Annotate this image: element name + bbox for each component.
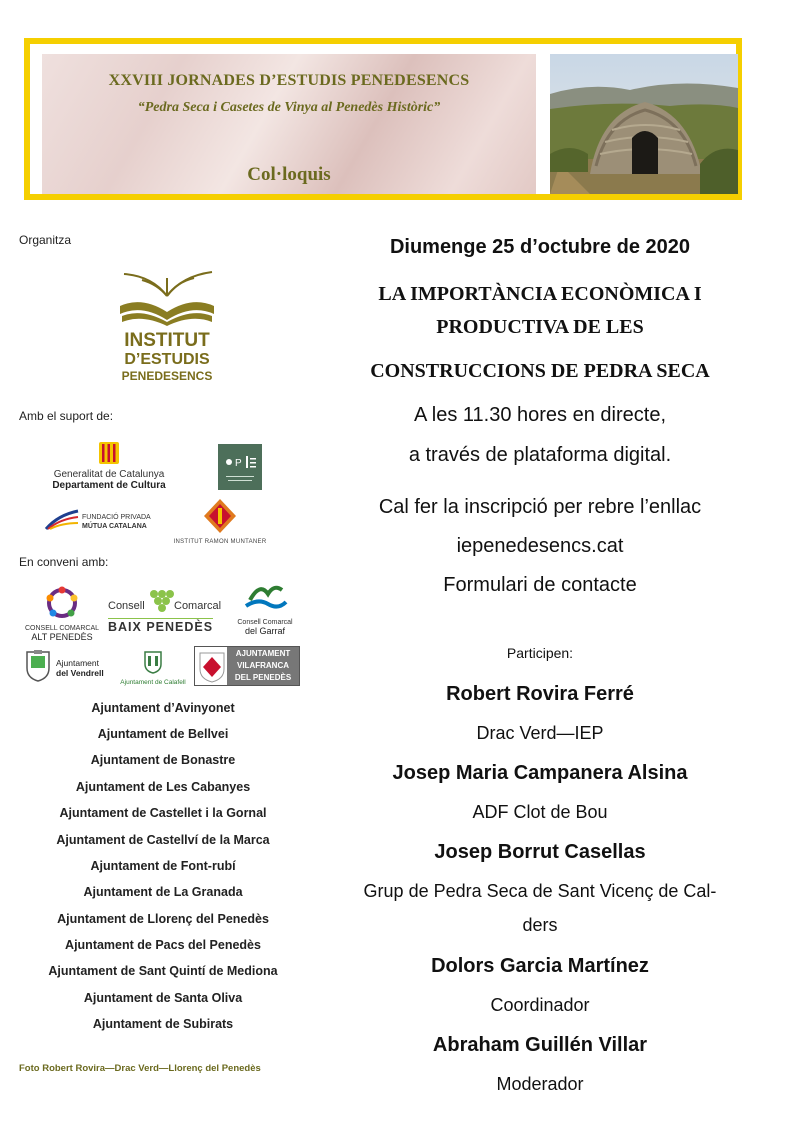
- participant-name: Robert Rovira Ferré: [446, 683, 634, 705]
- vilafranca-line1: AJUNTAMENT: [235, 649, 291, 658]
- inscription-info: Cal fer la inscripció per rebre l’enllac: [378, 496, 702, 518]
- participant-name: Dolors Garcia Martínez: [431, 955, 649, 977]
- list-item-ajuntament: Ajuntament de Santa Oliva: [83, 991, 243, 1005]
- calafell-name: Ajuntament de Calafell: [120, 679, 186, 686]
- list-item-ajuntament: Ajuntament de Llorenç del Penedès: [57, 912, 269, 926]
- vilafranca-line2: VILAFRANCA: [237, 661, 289, 670]
- list-item-ajuntament: Ajuntament de Pacs del Penedès: [65, 938, 261, 952]
- mutua-catalana-logo: [44, 507, 154, 537]
- vendrell-logo: [24, 646, 108, 686]
- senyera-icon: [97, 442, 121, 464]
- vendrell-line2: del Vendrell: [56, 668, 104, 678]
- suport-label: Amb el suport de:: [19, 409, 114, 423]
- garraf-line1: Consell Comarcal: [237, 619, 293, 626]
- alt-penedes-ring-icon: [45, 586, 79, 620]
- contact-form-link[interactable]: Formulari de contacte: [443, 574, 637, 596]
- calafell-logo: [116, 650, 190, 686]
- vilafranca-logo: [194, 646, 300, 686]
- generalitat-name: Generalitat de Catalunya: [53, 469, 165, 480]
- vendrell-line1: Ajuntament: [56, 658, 99, 668]
- list-item-ajuntament: Ajuntament de Les Cabanyes: [75, 780, 251, 794]
- garraf-logo: [234, 580, 296, 636]
- talk-title-line2: PRODUCTIVA DE LES: [436, 316, 644, 338]
- time-info-line1: A les 11.30 hores en directe,: [413, 404, 666, 426]
- event-date: Diumenge 25 d’octubre de 2020: [389, 236, 691, 258]
- event-title: XXVIII JORNADES D’ESTUDIS PENEDESENCS: [108, 72, 470, 89]
- generalitat-dept: Departament de Cultura: [52, 480, 166, 491]
- garraf-line2: del Garraf: [244, 626, 286, 636]
- garraf-wave-icon: [242, 580, 288, 614]
- list-item-ajuntament: Ajuntament de Castellví de la Marca: [56, 833, 270, 847]
- baix-penedes-consell: Consell: [108, 600, 145, 612]
- svg-text:P: P: [235, 458, 242, 469]
- talk-title-line1: LA IMPORTÀNCIA ECONÒMICA I: [378, 283, 702, 305]
- fundacio-line2: MÚTUA CATALANA: [82, 523, 147, 530]
- muntaner-emblem-icon: [203, 498, 237, 534]
- alt-penedes-line2: ALT PENEDÈS: [31, 632, 93, 642]
- vilafranca-shield-icon: [197, 649, 227, 683]
- conveni-label: En conveni amb:: [19, 555, 109, 569]
- section-title: Col·loquis: [247, 164, 331, 185]
- alt-penedes-line1: CONSELL COMARCAL: [24, 625, 100, 632]
- talk-title-line3: CONSTRUCCIONS DE PEDRA SECA: [370, 360, 710, 382]
- iep-logo-line3: PENEDESENCS: [121, 369, 213, 383]
- participant-role-continued: ders: [522, 915, 558, 935]
- vendrell-shield-icon: [24, 648, 52, 682]
- muntaner-name: INSTITUT RAMON MUNTANER: [173, 539, 267, 545]
- participants-label: Participen:: [506, 645, 574, 661]
- participant-name: Josep Borrut Casellas: [434, 841, 646, 863]
- list-item-ajuntament: Ajuntament de Bellvei: [97, 727, 229, 741]
- baix-penedes-name: BAIX PENEDÈS: [108, 620, 214, 634]
- photo-credit: Foto Robert Rovira—Drac Verd—Llorenç del Penedès: [19, 1063, 261, 1074]
- banner-background: [42, 54, 536, 194]
- grapes-icon: [146, 588, 176, 614]
- list-item-ajuntament: Ajuntament de Bonastre: [90, 753, 236, 767]
- participant-name: Abraham Guillén Villar: [432, 1034, 648, 1056]
- iep-logo-line2: D’ESTUDIS: [124, 351, 210, 368]
- iep-logo: [112, 266, 222, 392]
- calafell-shield-icon: [143, 650, 163, 674]
- mutua-swoosh-icon: [44, 509, 80, 531]
- list-item-ajuntament: Ajuntament de Sant Quintí de Mediona: [48, 964, 278, 978]
- generalitat-logo: [44, 442, 174, 491]
- list-item-ajuntament: Ajuntament de Font-rubí: [90, 859, 236, 873]
- participant-role: Grup de Pedra Seca de Sant Vicenç de Cal-: [363, 881, 717, 901]
- book-plant-icon: [112, 266, 222, 326]
- fundacio-line1: FUNDACIÓ PRIVADA: [82, 514, 151, 521]
- ramon-muntaner-logo: [172, 498, 268, 550]
- baix-penedes-comarcal: Comarcal: [174, 600, 222, 612]
- organitza-label: Organitza: [19, 233, 72, 247]
- participant-name: Josep Maria Campanera Alsina: [392, 762, 688, 784]
- list-item-ajuntament: Ajuntament de Subirats: [92, 1017, 234, 1031]
- opei-mark-icon: [218, 444, 262, 490]
- participant-role: Drac Verd—IEP: [476, 723, 604, 743]
- header-banner: [24, 38, 742, 200]
- baix-penedes-logo: [108, 588, 224, 638]
- opei-logo: [218, 444, 262, 490]
- participant-role: Coordinador: [490, 995, 590, 1015]
- time-info-line2: a través de plataforma digital.: [408, 444, 672, 466]
- iep-logo-line1: INSTITUT: [124, 330, 210, 351]
- vilafranca-line3: DEL PENEDÈS: [234, 673, 292, 682]
- participant-role: ADF Clot de Bou: [472, 802, 608, 822]
- list-item-ajuntament: Ajuntament de Castellet i la Gornal: [59, 806, 267, 820]
- event-subtitle: “Pedra Seca i Casetes de Vinya al Penedès Històric”: [137, 100, 441, 115]
- alt-penedes-logo: [24, 586, 100, 642]
- participant-role: Moderador: [496, 1074, 584, 1094]
- dry-stone-hut-photo: [550, 54, 738, 194]
- list-item-ajuntament: Ajuntament de La Granada: [83, 885, 243, 899]
- list-item-ajuntament: Ajuntament d’Avinyonet: [91, 701, 235, 715]
- website-link[interactable]: iepenedesencs.cat: [456, 535, 624, 557]
